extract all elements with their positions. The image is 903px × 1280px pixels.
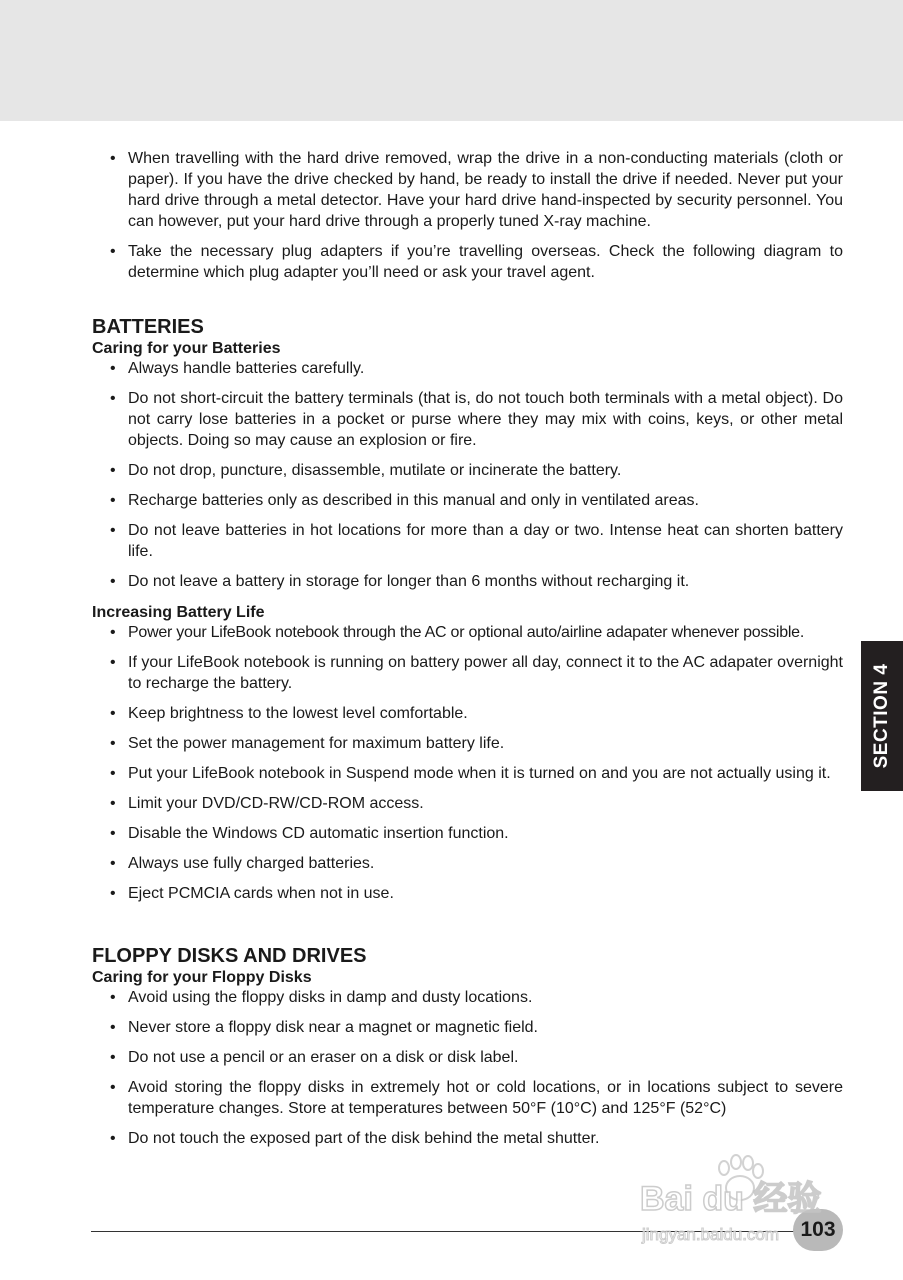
footer-rule bbox=[91, 1231, 801, 1232]
bullet-icon: • bbox=[110, 765, 116, 782]
bullet-icon: • bbox=[110, 705, 116, 722]
increasing-battery-list bbox=[92, 622, 843, 904]
list-item: • Recharge batteries only as described in this manual and only in ventilated areas. bbox=[110, 492, 699, 509]
bullet-icon: • bbox=[110, 243, 116, 260]
bullet-icon: • bbox=[110, 573, 116, 590]
bullet-icon: • bbox=[110, 885, 116, 902]
list-item: • Do not use a pencil or an eraser on a disk or disk label. bbox=[110, 1049, 519, 1066]
caring-floppy-subheading: Caring for your Floppy Disks bbox=[92, 969, 312, 986]
bullet-icon: • bbox=[110, 360, 116, 377]
list-item: • Always handle batteries carefully. bbox=[110, 360, 365, 377]
bullet-icon: • bbox=[110, 1130, 116, 1147]
bullet-icon: • bbox=[110, 624, 116, 641]
travel-list bbox=[92, 148, 843, 283]
caring-batteries-subheading: Caring for your Batteries bbox=[92, 340, 281, 357]
batteries-heading: BATTERIES bbox=[92, 316, 204, 338]
section-tab bbox=[861, 641, 903, 791]
watermark-url: jingyan.baidu.com bbox=[642, 1225, 780, 1244]
bullet-icon: • bbox=[110, 492, 116, 509]
section-tab-label: SECTION 4 bbox=[871, 663, 892, 769]
list-item: • Avoid using the floppy disks in damp and dusty locations. bbox=[110, 989, 533, 1006]
list-item: • Put your LifeBook notebook in Suspend mode when it is turned on and you are not actually using it. bbox=[110, 765, 831, 782]
list-item: • Never store a floppy disk near a magnet or magnetic field. bbox=[110, 1019, 538, 1036]
bullet-icon: • bbox=[110, 654, 116, 671]
bullet-icon: • bbox=[110, 462, 116, 479]
list-item: • If your LifeBook notebook is running on battery power all day, connect it to the AC adapater overnight to recharge the battery. bbox=[110, 654, 843, 692]
caring-batteries-list bbox=[92, 358, 843, 592]
list-item: • Eject PCMCIA cards when not in use. bbox=[110, 885, 394, 902]
bullet-icon: • bbox=[110, 1079, 116, 1096]
list-item: • Do not drop, puncture, disassemble, mutilate or incinerate the battery. bbox=[110, 462, 622, 479]
list-item: • Do not short-circuit the battery terminals (that is, do not touch both terminals with a metal object). Do not carry lose batteries in a pocket or purse where they may mix with coins, keys, or other metal objects. Doing so may cause an explosion or fire. bbox=[110, 390, 843, 449]
bullet-icon: • bbox=[110, 1019, 116, 1036]
list-item: • When travelling with the hard drive removed, wrap the drive in a non-conducting materials (cloth or paper). If you have the drive checked by hand, be ready to install the drive if needed. Never put your hard drive through a metal detector. Have your hard drive hand-inspected by security personnel. You can however, put your hard drive through a properly tuned X-ray machine. bbox=[110, 150, 843, 230]
list-item: • Set the power management for maximum battery life. bbox=[110, 735, 505, 752]
watermark-brand: Bai du 经验 bbox=[640, 1180, 822, 1218]
page-content bbox=[92, 148, 843, 1158]
list-item: • Disable the Windows CD automatic insertion function. bbox=[110, 825, 509, 842]
list-item: • Do not touch the exposed part of the disk behind the metal shutter. bbox=[110, 1130, 600, 1147]
bullet-icon: • bbox=[110, 1049, 116, 1066]
header-band bbox=[0, 0, 903, 121]
bullet-icon: • bbox=[110, 795, 116, 812]
list-item: • Keep brightness to the lowest level comfortable. bbox=[110, 705, 468, 722]
bullet-icon: • bbox=[110, 989, 116, 1006]
list-item: • Do not leave batteries in hot locations for more than a day or two. Intense heat can shorten battery life. bbox=[110, 522, 843, 560]
list-item: • Always use fully charged batteries. bbox=[110, 855, 375, 872]
bullet-icon: • bbox=[110, 855, 116, 872]
paw-icon bbox=[719, 1155, 763, 1200]
list-item: • Power your LifeBook notebook through the AC or optional auto/airline adapater whenever possible. bbox=[110, 624, 805, 641]
list-item: • Limit your DVD/CD-RW/CD-ROM access. bbox=[110, 795, 424, 812]
bullet-icon: • bbox=[110, 825, 116, 842]
bullet-icon: • bbox=[110, 735, 116, 752]
list-item: • Take the necessary plug adapters if you’re travelling overseas. Check the following diagram to determine which plug adapter you’ll need or ask your travel agent. bbox=[110, 243, 843, 281]
bullet-icon: • bbox=[110, 522, 116, 539]
caring-floppy-list bbox=[92, 987, 843, 1149]
page-number: 103 bbox=[793, 1209, 843, 1251]
list-item: • Do not leave a battery in storage for longer than 6 months without recharging it. bbox=[110, 573, 690, 590]
increasing-battery-life-subheading: Increasing Battery Life bbox=[92, 604, 265, 621]
list-item: • Avoid storing the floppy disks in extremely hot or cold locations, or in locations subject to severe temperature changes. Store at temperatures between 50°F (10°C) and 125°F (52°C) bbox=[110, 1079, 843, 1117]
bullet-icon: • bbox=[110, 390, 116, 407]
floppy-heading: FLOPPY DISKS AND DRIVES bbox=[92, 945, 367, 967]
bullet-icon: • bbox=[110, 150, 116, 167]
